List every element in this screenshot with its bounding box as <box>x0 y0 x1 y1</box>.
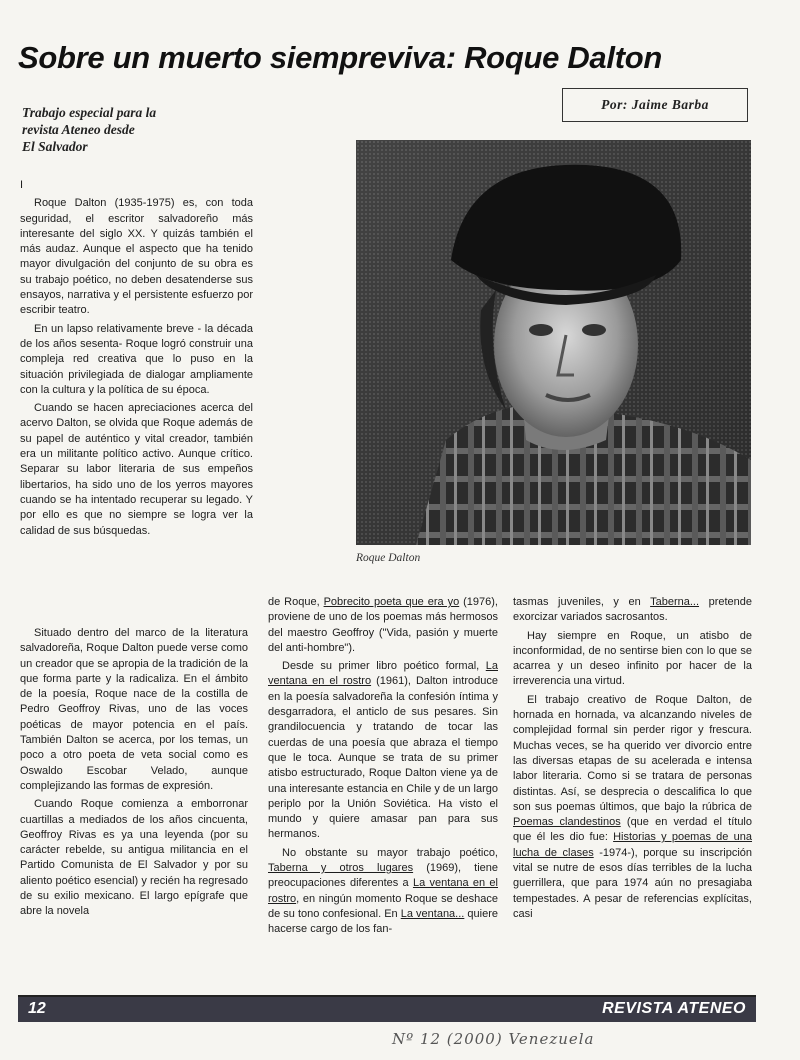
text-run: pretende exorcizar variados sacrosantos. <box>513 596 753 624</box>
text-run: El trabajo creativo de Roque Dalton, de hornada en hornada, va alcanzando niveles de complejidad formal sin perder rigor y frescura. Muchas veces, se ha querido ver divorcio entre las diversas etapas de su acelerada e intensa labor literaria. Como si se tratara de personas distintas. Así, se desprecia o descalifica lo que son sus poemas últimos, que bajo la rúbrica de <box>513 693 752 813</box>
text-run: -1974-), porque su inscripción vital se nutre de esos días terribles de la lucha guerrillera, que para 1974 aún no presagiaba tempestades. A pesar de referencias explícitas, casi <box>513 846 753 920</box>
text-run: de Roque, <box>268 596 324 608</box>
section-number: I <box>20 179 24 191</box>
book-title: Taberna y otros lugares <box>268 862 414 875</box>
portrait-image <box>356 140 751 545</box>
photo-caption: Roque Dalton <box>356 552 421 564</box>
paragraph: Cuando Roque comienza a emborronar cuartillas a mediados de los años cincuenta, Geoffroy Rivas es ya una leyenda (por su carácter rebelde, su antigua militancia en el Partido Comunista de El Salvador y por su aliento poético esencial) y recién ha regresado de su exilio mexicano. El largo epígrafe que abre la novela <box>20 798 248 918</box>
paragraph: Cuando se hacen apreciaciones acerca del acervo Dalton, se olvida que Roque además de su papel de auténtico y vital creador, también era un militante político activo. Aunque crítico. Separar su labor literaria de sus empeños libertarios, ha sido uno de los yerros mayores cuando se ha intentado recuperar su legado. Y por ello es que no siempre se logra ver la calidad de sus búsquedas. <box>20 402 253 537</box>
paragraph <box>513 693 752 922</box>
paragraph <box>268 659 498 843</box>
subtitle-line: Trabajo especial para la <box>22 105 157 120</box>
book-title: La ventana en el rostro <box>268 877 498 905</box>
text-column-1-bottom <box>20 626 248 923</box>
text-column-3 <box>513 595 752 925</box>
paragraph: En un lapso relativamente breve - la década de los años sesenta- Roque logró construir una compleja red creativa que lo puso en la situación privilegiada de dialogar ampliamente con la cultura y la política de su época. <box>20 322 253 396</box>
subtitle-line: revista Ateneo desde <box>22 122 135 137</box>
book-title: Historias y poemas de una lucha de clases <box>513 831 752 859</box>
footer-bar <box>18 995 756 1022</box>
book-title: La ventana en el rostro <box>268 660 498 688</box>
book-title: Taberna... <box>650 596 700 608</box>
paragraph: Roque Dalton (1935-1975) es, con toda seguridad, el escritor salvadoreño más interesante del siglo XX. Y quizás también el más audaz. Aunque el aspecto que ha tenido mayor divulgación del conjunto de su obra es su trabajo poético, no deben desatenderse sus ensayos, narrativa y el persistente esfuerzo por escribir teatro. <box>20 197 253 317</box>
book-title: Pobrecito poeta que era yo <box>323 596 460 608</box>
text-run: (que en verdad el título que él les dio fue: <box>513 816 752 844</box>
text-run: , en ningún momento Roque se deshace de su tono confesional. En <box>268 892 498 920</box>
magazine-name: REVISTA ATENEO <box>602 1000 746 1017</box>
book-title: Poemas clandestinos <box>513 816 621 829</box>
text-run: Desde su primer libro poético formal, <box>282 660 486 673</box>
text-column-2 <box>268 595 498 941</box>
paragraph: Situado dentro del marco de la literatura salvadoreña, Roque Dalton puede verse como un creador que se apropia de la tradición de la que forma parte y la radicaliza. En el ámbito de la poesía, Roque nace de la costilla de Pedro Geoffroy Rivas, uno de las voces poéticas de mayor potencia en el país. También Dalton se acerca, por los temas, un poco a otro poeta de veta social como es Oswaldo Escobar Velado, aunque complejizando las formas de expresión. <box>20 627 248 792</box>
article-subtitle <box>22 104 282 155</box>
paragraph <box>268 846 498 938</box>
paragraph <box>513 595 752 626</box>
subtitle-line: El Salvador <box>22 139 88 154</box>
text-run: tasmas juveniles, y en <box>513 596 651 608</box>
book-title: La ventana... <box>400 907 465 920</box>
portrait-photo <box>356 140 751 545</box>
text-column-1-top <box>20 178 253 542</box>
text-run: (1969), tiene preocupaciones diferentes a <box>268 862 498 890</box>
text-run: quiere hacerse cargo de los fan- <box>268 907 498 936</box>
author-byline: Por: Jaime Barba <box>562 88 748 122</box>
handwritten-note: Nº 12 (2000) Venezuela <box>392 1030 595 1048</box>
text-run: No obstante su mayor trabajo poético, <box>282 846 498 859</box>
text-run: (1976), proviene de uno de los poemas más hermosos del maestro Geoffroy ("Vida, pasión y muerte del anti-hombre"). <box>268 596 498 654</box>
text-run: (1961), Dalton introduce en la poesía salvadoreña la confesión íntima y desgarradora, el anticlo de sus pesares. Sin grandilocuencia y tratando de tocar las cuerdas de una poesía que abraza el tiempo que le toca. Aunque se trata de su primer atisbo estructurado, Roque Dalton viene ya de una interesante estancia en Chile y de un largo periplo por la Unión Soviética. Ha visto el mundo y quiere amasar pan para sus hermanos. <box>268 675 498 841</box>
article-title: Sobre un muerto siempreviva: Roque Dalton <box>18 40 662 75</box>
paragraph: Hay siempre en Roque, un atisbo de inconformidad, de no sentirse bien con lo que se acarrea y un deseo infinito por hacer de la irreverencia una virtud. <box>513 629 752 688</box>
page-number: 12 <box>28 1000 46 1017</box>
paragraph <box>268 595 498 656</box>
